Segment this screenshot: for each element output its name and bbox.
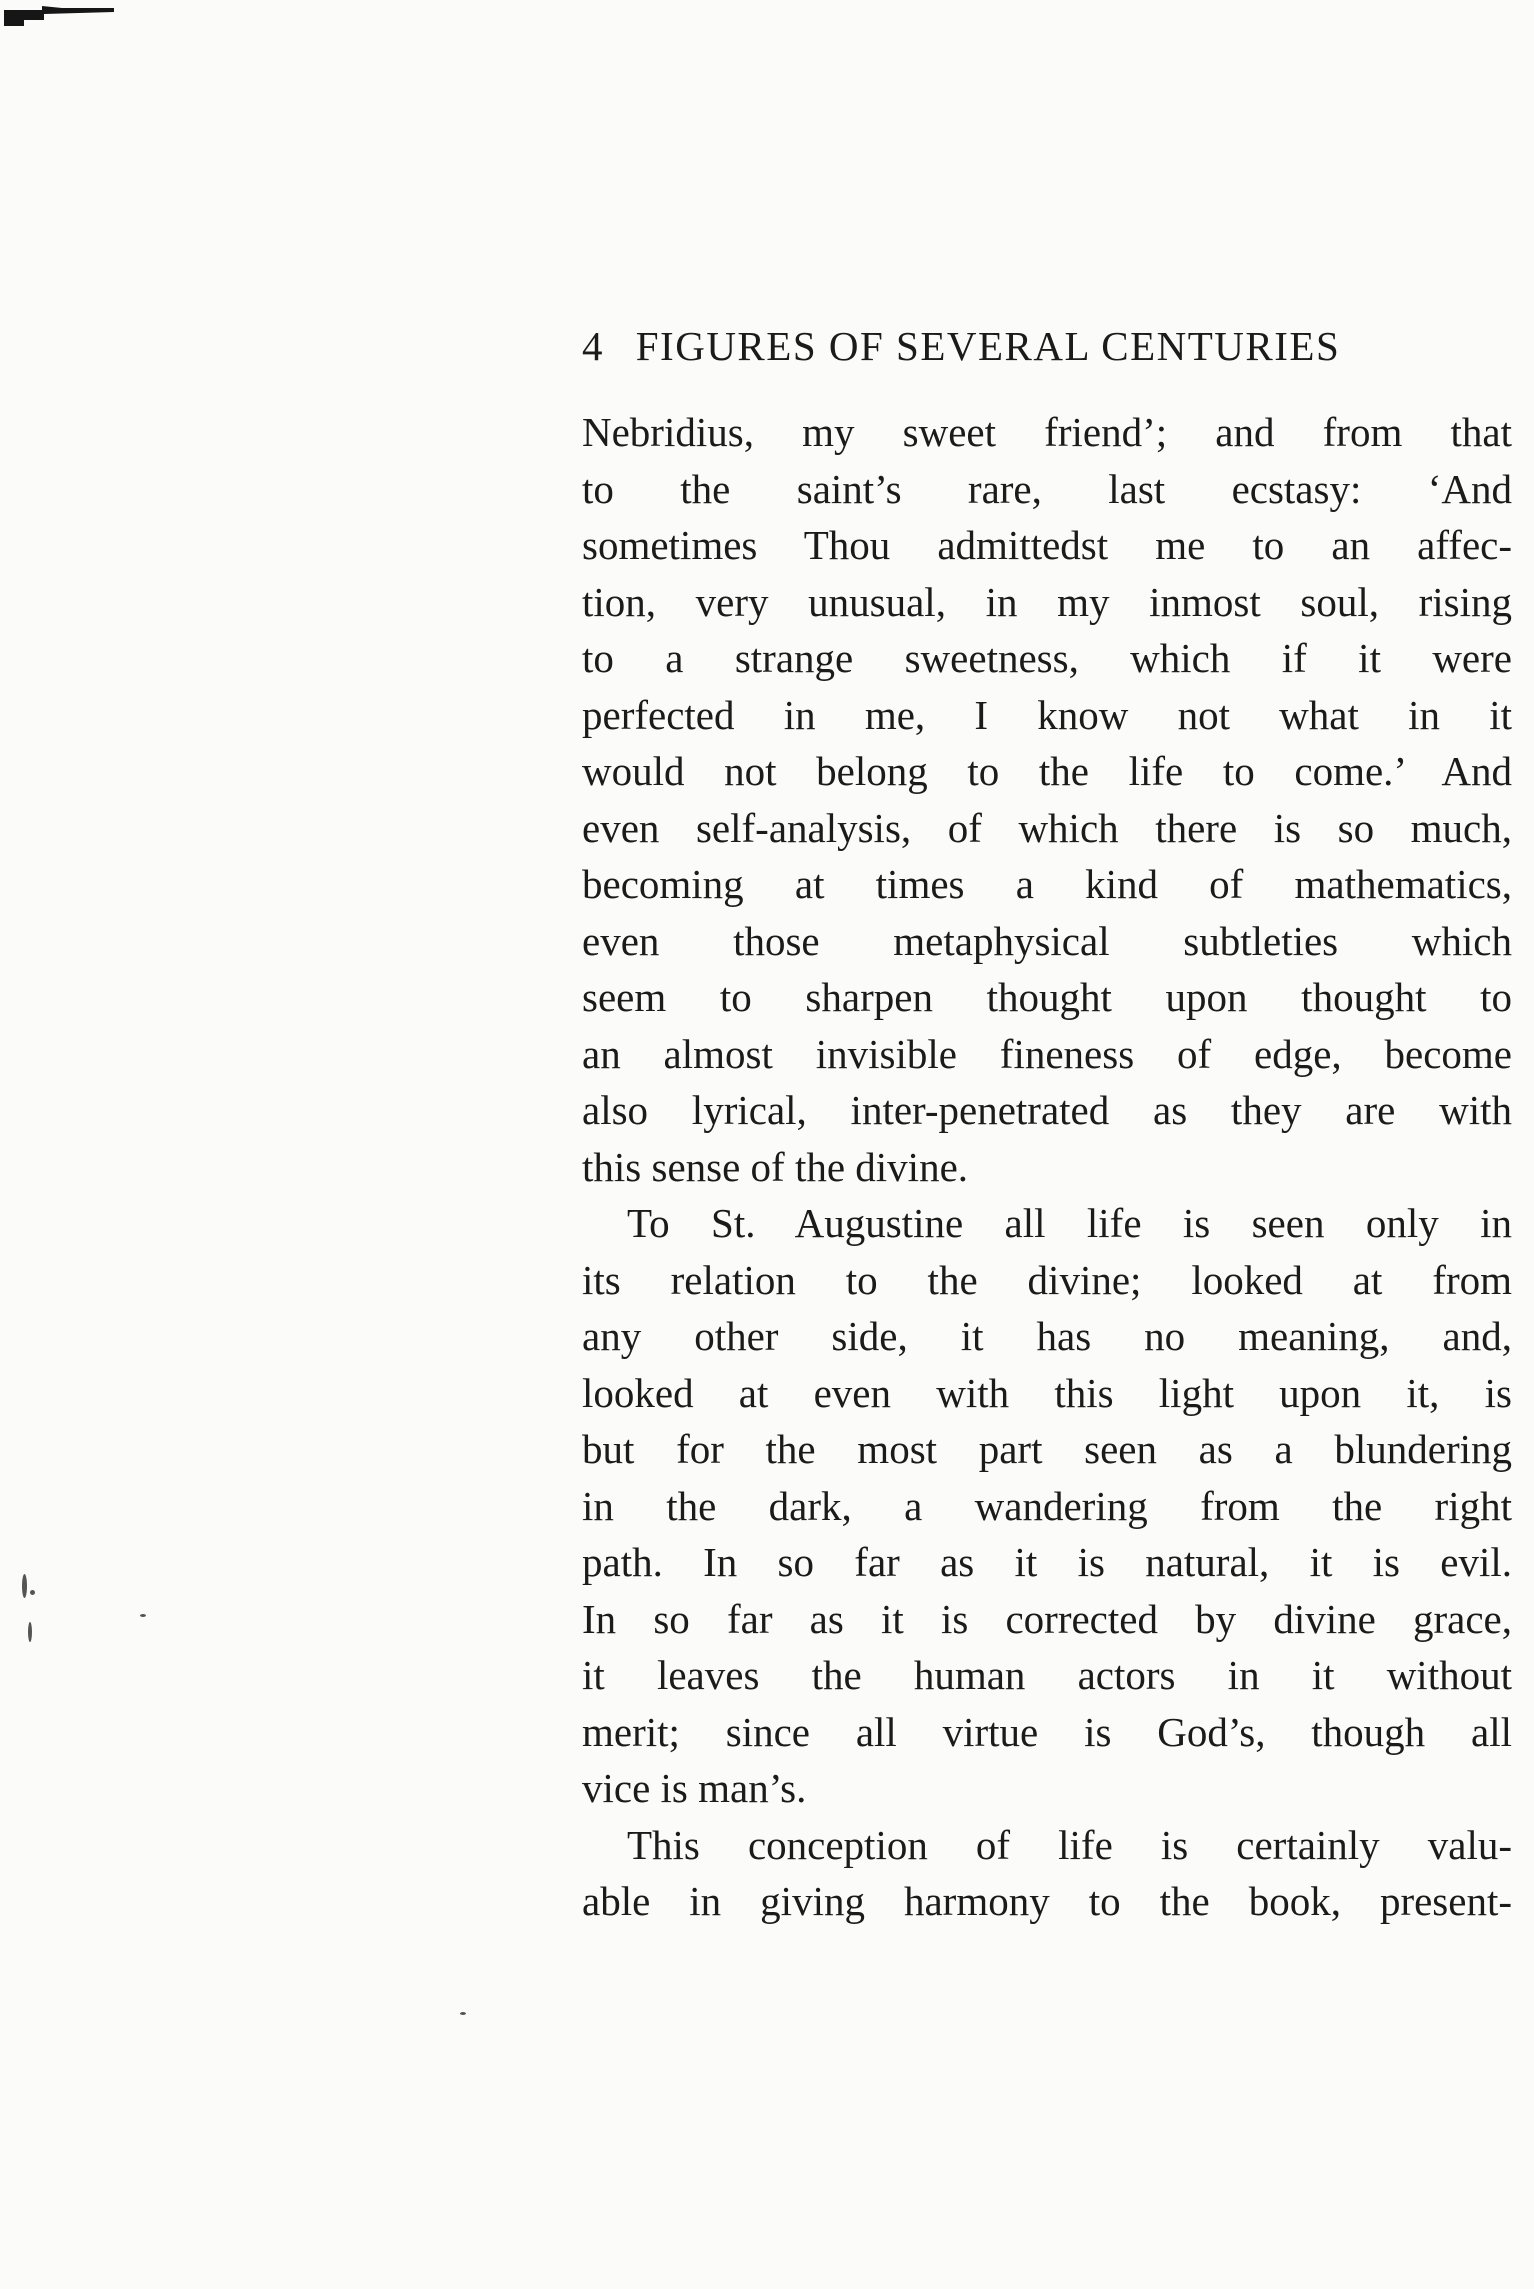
text-line: perfected in me, I know not what in it	[582, 691, 1512, 738]
running-head	[582, 318, 1512, 374]
text-line: this sense of the divine.	[582, 1143, 969, 1190]
text-line: path. In so far as it is natural, it is evil.	[582, 1539, 1512, 1585]
text-line: becoming at times a kind of mathematics,	[582, 861, 1512, 907]
scan-speck	[140, 1614, 146, 1617]
text-line: In so far as it is corrected by divine grace,	[582, 1595, 1512, 1642]
text-line: able in giving harmony to the book, present-	[582, 1878, 1512, 1924]
text-line: sometimes Thou admittedst me to an affec-	[582, 522, 1512, 568]
binding-mark	[4, 6, 114, 26]
text-line: it leaves the human actors in it without	[582, 1652, 1512, 1698]
text-line: merit; since all virtue is God’s, though all	[582, 1708, 1512, 1755]
text-line: Nebridius, my sweet friend’; and from that	[582, 409, 1512, 455]
text-line: even those metaphysical subtleties which	[582, 917, 1512, 964]
text-line: even self-analysis, of which there is so much,	[582, 804, 1512, 851]
text-line: seem to sharpen thought upon thought to	[582, 974, 1512, 1020]
text-line: but for the most part seen as a blundering	[582, 1426, 1512, 1472]
scan-speck	[30, 1590, 35, 1595]
page-number: 4	[582, 323, 604, 369]
text-line: would not belong to the life to come.’ And	[582, 748, 1512, 794]
text-line: To St. Augustine all life is seen only in	[627, 1200, 1512, 1246]
text-line: to a strange sweetness, which if it were	[582, 635, 1512, 681]
text-line: to the saint’s rare, last ecstasy: ‘And	[582, 465, 1512, 512]
text-line: its relation to the divine; looked at from	[582, 1256, 1512, 1303]
text-line: in the dark, a wandering from the right	[582, 1482, 1512, 1529]
scan-speck	[22, 1574, 27, 1598]
scan-speck	[460, 2012, 466, 2015]
text-line: vice is man’s.	[582, 1765, 807, 1811]
body-text	[582, 404, 1512, 1930]
text-line: any other side, it has no meaning, and,	[582, 1313, 1512, 1359]
text-line: an almost invisible fineness of edge, become	[582, 1030, 1512, 1077]
running-title: FIGURES OF SEVERAL CENTURIES	[635, 323, 1341, 369]
text-line: tion, very unusual, in my inmost soul, rising	[582, 578, 1512, 625]
scan-speck	[28, 1622, 32, 1642]
text-line: This conception of life is certainly valu-	[627, 1821, 1512, 1868]
text-line: also lyrical, inter-penetrated as they are with	[582, 1087, 1512, 1133]
text-line: looked at even with this light upon it, is	[582, 1369, 1512, 1416]
